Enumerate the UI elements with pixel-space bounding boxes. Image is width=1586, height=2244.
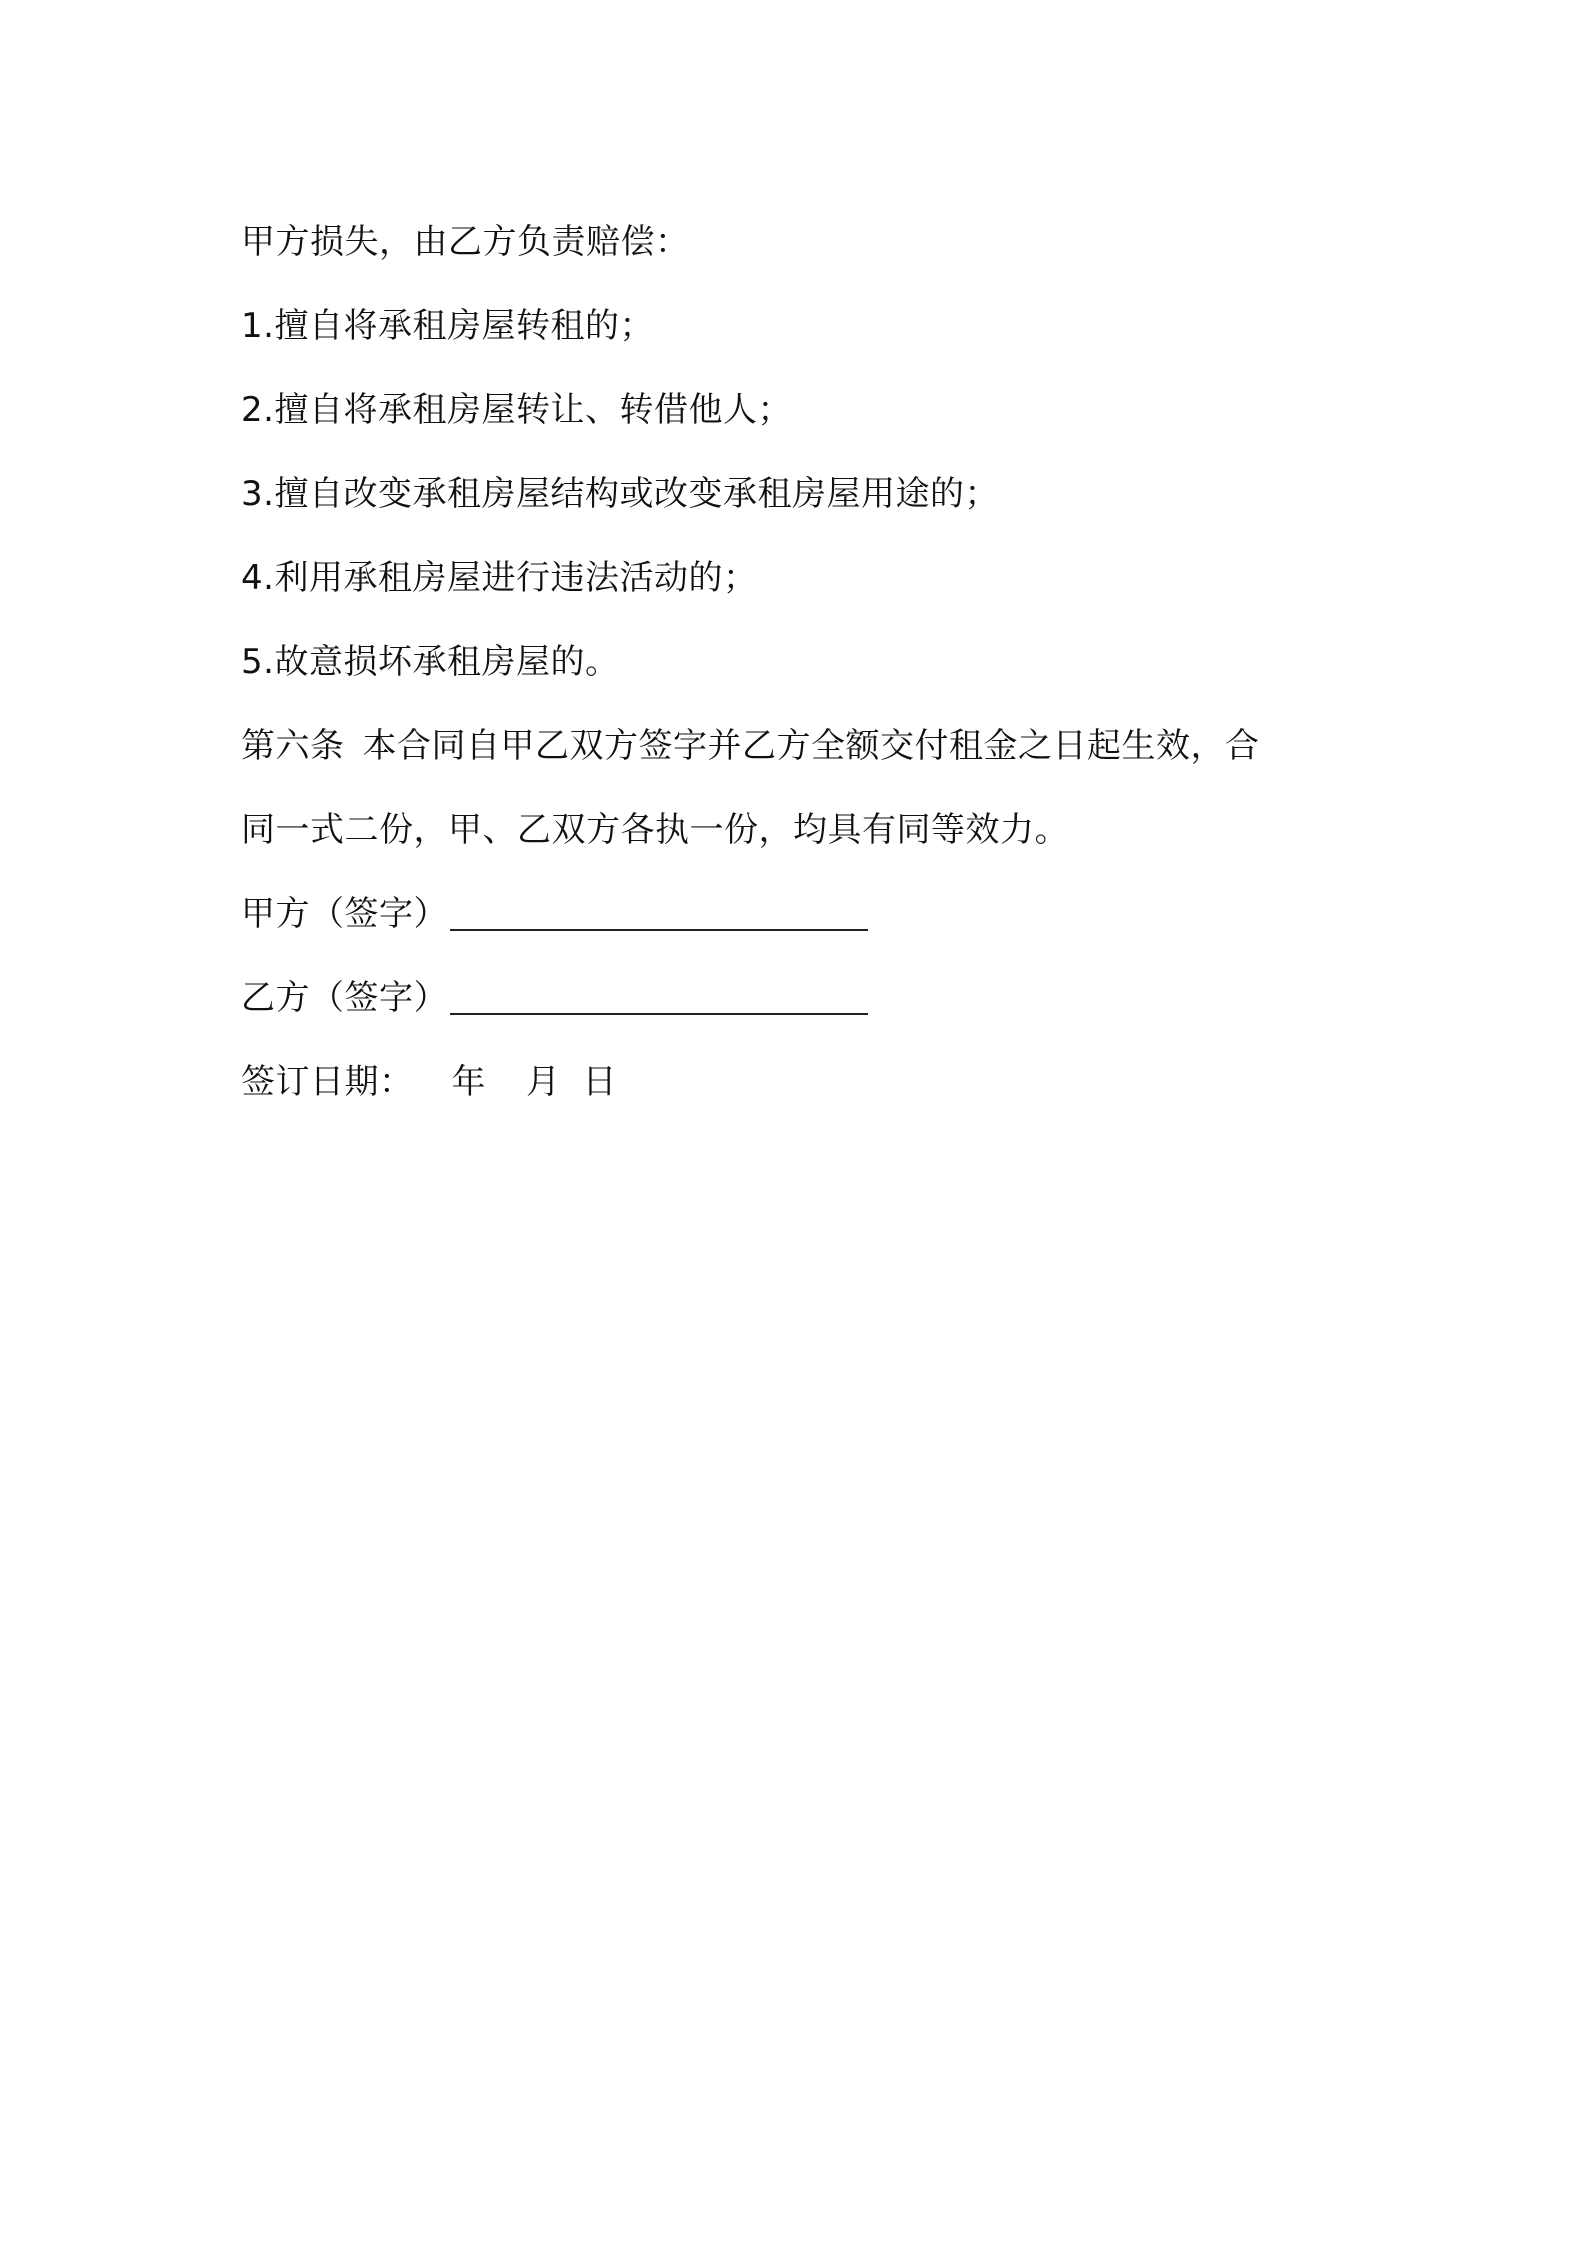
list-item-4: 4.利用承租房屋进行违法活动的； [241, 558, 758, 598]
article-6-heading: 第六条 [241, 726, 345, 766]
document-body [241, 200, 1361, 1124]
list-item-2: 2.擅自将承租房屋转让、转借他人； [241, 390, 792, 430]
party-a-signature-row [241, 872, 1361, 956]
article-6-line-1 [241, 704, 1361, 788]
article-6-text-1: 本合同自甲乙双方签字并乙方全额交付租金之日起生效，合 [362, 726, 1260, 766]
paragraph-loss-compensation: 甲方损失，由乙方负责赔偿： [241, 222, 690, 262]
article-6-line-2: 同一式二份，甲、乙双方各执一份，均具有同等效力。 [241, 810, 1069, 850]
signing-date-row [241, 1040, 1361, 1124]
party-b-signature-row [241, 956, 1361, 1040]
day-label: 日 [582, 1062, 617, 1102]
party-a-signature-field[interactable] [450, 895, 868, 931]
party-b-signature-field[interactable] [450, 979, 868, 1015]
party-a-label: 甲方（签字） [241, 894, 448, 934]
date-label: 签订日期： [241, 1062, 414, 1102]
party-b-label: 乙方（签字） [241, 978, 448, 1018]
list-item-1: 1.擅自将承租房屋转租的； [241, 306, 654, 346]
list-item-5: 5.故意损坏承租房屋的。 [241, 642, 620, 682]
year-label: 年 [451, 1062, 486, 1102]
month-label: 月 [526, 1062, 561, 1102]
list-item-3: 3.擅自改变承租房屋结构或改变承租房屋用途的； [241, 474, 999, 514]
